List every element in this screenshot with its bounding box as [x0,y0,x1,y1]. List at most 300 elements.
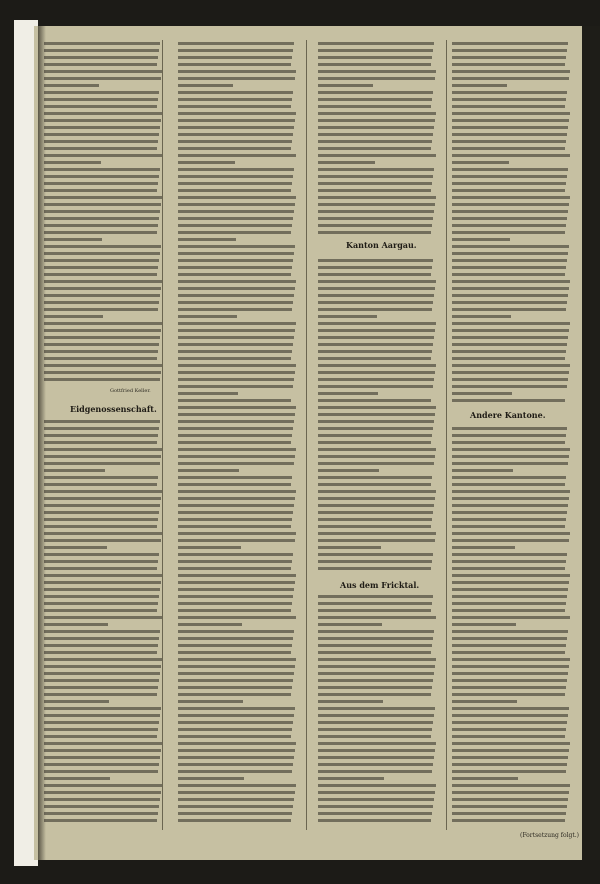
text-line [178,140,292,143]
text-line [44,735,157,738]
text-line [44,147,157,150]
text-line [178,91,293,94]
text-line [178,483,291,486]
text-line [452,84,507,87]
text-line [318,483,431,486]
text-line [452,805,567,808]
text-line [178,126,294,129]
text-line [318,532,436,535]
text-line [452,581,569,584]
text-line [178,273,291,276]
text-line [178,588,294,591]
text-line [318,644,432,647]
text-line [452,749,569,752]
text-line [318,448,436,451]
text-line [318,812,432,815]
text-line [318,84,373,87]
text-line [452,497,569,500]
text-line [452,812,566,815]
text-line [452,161,509,164]
text-line [44,777,110,780]
right-page-edge [582,26,600,860]
text-line [178,147,291,150]
text-line [178,196,296,199]
text-line [44,560,158,563]
text-line [44,588,160,591]
text-line [44,497,161,500]
text-line [452,658,570,661]
text-line [318,350,432,353]
text-line [452,273,565,276]
text-line [44,714,160,717]
text-line [452,637,567,640]
text-line [178,476,292,479]
text-line [178,665,295,668]
text-line [452,784,570,787]
text-line [178,672,294,675]
text-line [44,140,158,143]
text-line [178,532,296,535]
text-line [44,553,159,556]
text-line [44,168,160,171]
text-line [44,581,161,584]
text-line [178,735,291,738]
byline: Gottfried Keller. [110,388,151,394]
text-line [178,154,296,157]
text-line [44,42,160,45]
text-line [178,616,296,619]
text-line [452,231,565,234]
text-line [44,105,157,108]
text-line [318,623,382,626]
text-line [44,651,157,654]
column-rule [446,40,447,830]
text-line [452,147,565,150]
text-line [44,420,160,423]
text-line [452,266,566,269]
text-line [44,546,107,549]
text-line [44,49,159,52]
text-line [178,462,294,465]
text-line [452,357,565,360]
text-line [318,567,431,570]
text-line [178,448,296,451]
text-line [178,294,294,297]
text-line [44,616,162,619]
text-line [178,749,295,752]
text-line [178,560,292,563]
text-line [318,658,436,661]
text-line [44,756,160,759]
text-line [178,679,293,682]
text-line [318,98,432,101]
text-line [44,672,160,675]
text-line [452,308,566,311]
text-line [178,287,295,290]
text-line [318,140,432,143]
text-line [44,259,159,262]
text-line [44,91,159,94]
text-line [452,672,568,675]
text-line [178,399,291,402]
text-line [44,273,157,276]
text-line [44,518,158,521]
text-line [318,756,434,759]
text-line [44,490,162,493]
text-line [318,539,435,542]
text-line [452,665,569,668]
text-line [44,455,161,458]
text-line [452,301,567,304]
section-heading-eidgenossenschaft: Eidgenossenschaft. [70,404,157,414]
text-line [318,210,434,213]
text-line [178,763,293,766]
text-line [318,609,431,612]
text-line [44,721,159,724]
text-line [178,77,295,80]
text-line [178,308,292,311]
text-line [318,259,433,262]
text-line [44,539,161,542]
column-3 [318,40,436,830]
text-line [318,189,431,192]
text-line [44,469,105,472]
text-line [318,385,433,388]
text-line [318,504,434,507]
text-line [178,266,292,269]
text-line [452,238,510,241]
text-line [318,553,433,556]
text-line [178,497,295,500]
text-line [318,133,433,136]
text-line [44,525,157,528]
text-line [44,763,159,766]
text-line [44,56,158,59]
text-line [452,483,565,486]
text-line [178,581,295,584]
text-line [318,126,434,129]
text-line [178,105,291,108]
text-line [178,553,293,556]
text-line [452,700,517,703]
text-line [178,378,294,381]
text-line [318,112,436,115]
text-line [178,336,294,339]
text-line [318,280,436,283]
text-line [452,259,567,262]
text-line [452,126,568,129]
text-line [44,196,162,199]
text-line [178,245,295,248]
text-line [44,511,159,514]
text-line [452,91,567,94]
text-line [44,308,158,311]
text-line [452,651,565,654]
text-line [178,182,292,185]
text-line [44,574,162,577]
text-line [318,105,431,108]
text-line [318,224,432,227]
text-line [318,546,381,549]
text-line [44,231,157,234]
text-line [178,441,291,444]
text-line [452,399,565,402]
text-line [178,756,294,759]
text-line [318,329,435,332]
text-line [178,252,294,255]
text-line [178,392,238,395]
text-line [178,420,294,423]
text-line [318,56,432,59]
text-line [318,798,434,801]
text-line [452,546,515,549]
text-line [318,49,433,52]
text-line [44,350,158,353]
text-line [44,280,162,283]
text-line [452,490,570,493]
text-line [452,70,570,73]
text-line [318,819,431,822]
text-line [318,371,435,374]
text-line [44,182,158,185]
column-2 [178,40,296,830]
text-line [318,343,433,346]
text-line [318,707,435,710]
text-line [178,651,291,654]
text-line [178,777,244,780]
text-line [318,602,432,605]
text-line [44,378,160,381]
text-line [178,721,293,724]
text-line [178,539,295,542]
text-line [318,294,434,297]
text-line [178,203,295,206]
text-line [178,630,294,633]
text-line [178,700,243,703]
text-line [452,518,566,521]
text-line [318,721,433,724]
text-line [178,413,295,416]
text-line [44,798,160,801]
text-line [44,707,161,710]
text-line [318,119,435,122]
text-line [178,322,296,325]
text-line [318,700,383,703]
section-heading-fricktal: Aus dem Fricktal. [340,580,420,590]
text-line [44,595,159,598]
text-line [178,546,241,549]
text-line [452,175,567,178]
text-line [452,252,568,255]
text-line [178,490,296,493]
text-line [452,588,568,591]
text-line [44,336,160,339]
text-line [452,182,566,185]
text-line [318,154,436,157]
text-line [178,728,292,731]
continued-note: (Fortsetzung folgt.) [520,832,579,839]
text-line [452,329,569,332]
text-line [178,812,292,815]
text-line [44,630,160,633]
text-line [44,203,161,206]
text-line [44,175,159,178]
text-line [178,567,291,570]
text-line [44,658,162,661]
text-line [318,497,435,500]
text-line [318,378,434,381]
text-line [44,217,159,220]
text-line [44,63,157,66]
text-line [44,476,158,479]
column-4 [452,40,570,830]
text-line [178,357,291,360]
text-line [318,161,375,164]
text-line [178,805,293,808]
text-line [178,707,295,710]
text-line [452,714,568,717]
text-line [44,609,157,612]
text-line [178,315,237,318]
text-line [44,434,158,437]
column-1 [44,40,162,830]
text-line [178,350,292,353]
text-line [318,490,436,493]
text-line [178,742,296,745]
text-line [318,266,432,269]
text-line [178,686,292,689]
text-line [452,567,565,570]
text-line [452,322,570,325]
text-line [452,609,565,612]
text-line [44,791,161,794]
text-line [178,511,293,514]
text-line [452,455,569,458]
text-line [318,273,431,276]
text-line [318,406,436,409]
text-line [452,595,567,598]
text-line [44,749,161,752]
text-line [318,301,433,304]
text-line [318,455,435,458]
text-line [452,476,566,479]
text-line [178,161,235,164]
text-line [318,413,435,416]
text-line [318,616,436,619]
text-line [318,196,436,199]
text-line [44,154,162,157]
text-line [44,770,158,773]
text-line [452,385,567,388]
text-line [452,539,569,542]
text-line [44,784,162,787]
text-line [452,791,569,794]
text-line [44,98,158,101]
text-line [452,77,569,80]
text-line [318,595,433,598]
text-line [318,147,431,150]
text-line [44,812,158,815]
text-line [318,91,433,94]
text-line [318,630,434,633]
text-line [178,798,294,801]
text-line [178,301,293,304]
text-line [44,301,159,304]
text-line [44,224,158,227]
text-line [452,119,569,122]
text-line [318,784,436,787]
text-line [318,42,434,45]
text-line [452,378,568,381]
text-line [452,364,570,367]
text-line [44,693,157,696]
text-line [452,315,511,318]
text-line [318,476,432,479]
text-line [318,441,431,444]
text-line [452,441,565,444]
text-line [44,819,157,822]
text-line [452,623,516,626]
text-line [452,196,570,199]
text-line [44,322,162,325]
text-line [452,616,570,619]
text-line [44,266,158,269]
text-line [452,343,567,346]
text-line [452,56,566,59]
text-line [318,168,434,171]
text-line [44,504,160,507]
text-line [178,210,294,213]
text-line [44,602,158,605]
text-line [452,511,567,514]
text-line [44,462,160,465]
text-line [44,441,157,444]
text-line [178,385,293,388]
text-line [178,168,294,171]
text-line [44,287,161,290]
text-line [44,448,162,451]
text-line [178,714,294,717]
text-line [44,371,161,374]
text-line [452,133,567,136]
text-line [44,343,159,346]
text-line [44,742,162,745]
text-line [44,623,108,626]
text-line [318,511,433,514]
text-line [44,679,159,682]
text-line [452,770,566,773]
text-line [318,322,436,325]
text-line [44,84,99,87]
text-line [318,651,431,654]
text-line [318,462,434,465]
text-line [178,504,294,507]
text-line [44,728,158,731]
text-line [44,315,103,318]
text-line [452,532,570,535]
text-line [178,119,295,122]
text-line [44,126,160,129]
text-line [318,175,433,178]
text-line [318,742,436,745]
text-line [318,665,435,668]
text-line [318,777,384,780]
text-line [318,805,433,808]
text-line [44,70,162,73]
text-line [178,329,295,332]
text-line [178,602,292,605]
text-line [452,553,567,556]
